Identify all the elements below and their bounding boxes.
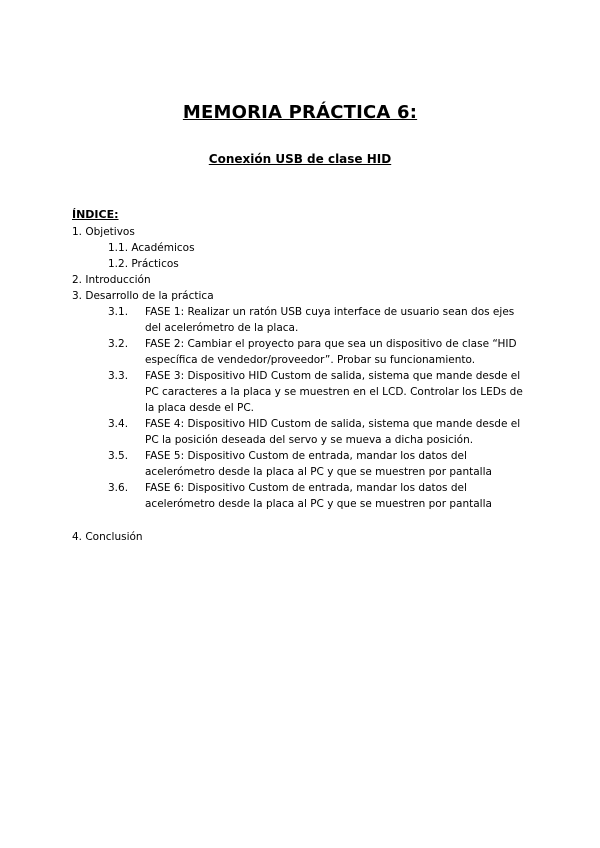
toc-subitem-fase-6 (72, 480, 532, 512)
toc-subitem-practicos (72, 256, 532, 272)
toc-subitem-label: Académicos (131, 242, 195, 254)
toc-subitem-fase-2 (72, 336, 532, 368)
toc-subitem-number: 3.4. (108, 418, 129, 430)
toc-subitem-label: Prácticos (131, 258, 179, 270)
toc-subitem-number: 3.2. (108, 338, 129, 350)
toc-item-introduccion: 2. Introducción (72, 274, 151, 286)
toc-subitem-fase-3 (72, 368, 532, 416)
table-of-contents (72, 224, 532, 545)
toc-spacer (72, 512, 532, 529)
toc-subitem-label: FASE 5: Dispositivo Custom de entrada, mandar los datos del acelerómetro desde la placa al PC y que se muestren por pantalla (145, 450, 492, 478)
toc-subitem-number: 3.3. (108, 370, 129, 382)
toc-subitem-label: FASE 6: Dispositivo Custom de entrada, mandar los datos del acelerómetro desde la placa al PC y que se muestren por pantalla (145, 482, 492, 510)
toc-subitem-label: FASE 3: Dispositivo HID Custom de salida, sistema que mande desde el PC caracteres a la placa y se muestren en el LCD. Controlar los LEDs de la placa desde el PC. (145, 370, 523, 414)
toc-item-desarrollo: 3. Desarrollo de la práctica (72, 290, 214, 302)
document-subtitle: Conexión USB de clase HID (208, 152, 392, 166)
toc-subitem-number: 3.5. (108, 450, 129, 462)
toc-subitem-number: 1.1. (108, 242, 129, 254)
toc-subitem-label: FASE 1: Realizar un ratón USB cuya interface de usuario sean dos ejes del acelerómetro de la placa. (145, 306, 515, 334)
document-title: MEMORIA PRÁCTICA 6: (182, 102, 418, 123)
toc-item-objetivos: 1. Objetivos (72, 226, 135, 238)
toc-subitem-number: 3.1. (108, 306, 129, 318)
toc-subitem-number: 1.2. (108, 258, 129, 270)
toc-subitem-fase-4 (72, 416, 532, 448)
toc-subitem-label: FASE 4: Dispositivo HID Custom de salida, sistema que mande desde el PC la posición deseada del servo y se mueva a dicha posición. (145, 418, 521, 446)
toc-heading: ÍNDICE: (72, 208, 119, 221)
toc-subitem-fase-1 (72, 304, 532, 336)
toc-subitem-fase-5 (72, 448, 532, 480)
toc-item-conclusion: 4. Conclusión (72, 531, 143, 543)
toc-subitem-number: 3.6. (108, 482, 129, 494)
toc-subitem-label: FASE 2: Cambiar el proyecto para que sea un dispositivo de clase “HID específica de vendedor/proveedor”. Probar su funcionamiento. (145, 338, 517, 366)
toc-subitem-academicos (72, 240, 532, 256)
